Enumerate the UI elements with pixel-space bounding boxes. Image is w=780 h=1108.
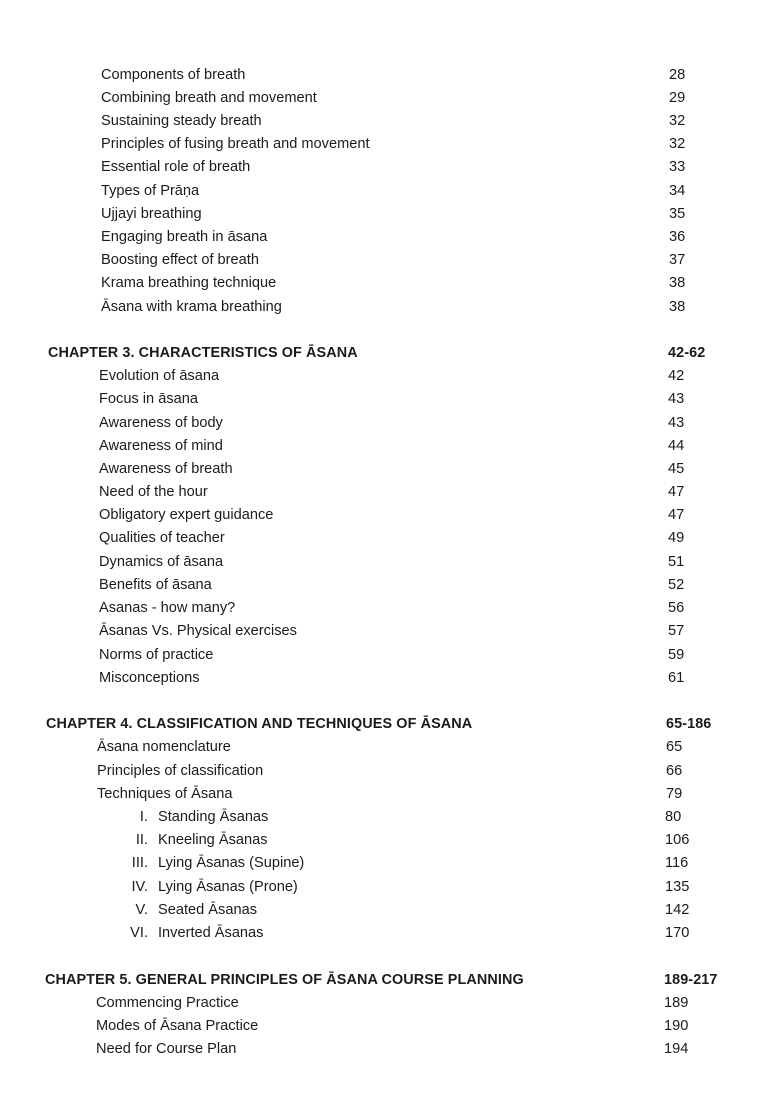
toc-entry [97,760,737,782]
chapter-pages: 189-217 [664,972,718,988]
toc-subentry-title: Inverted Āsanas [158,925,264,941]
toc-entry-title: Āsana with krama breathing [101,299,282,315]
toc-entry-title: Qualities of teacher [99,530,225,546]
toc-entry [99,435,739,457]
toc-entry-page: 28 [669,67,686,83]
toc-subentry [110,899,750,921]
toc-entry [99,388,739,410]
toc-entry-title: Norms of practice [99,647,214,663]
toc-entry-title: Misconceptions [99,670,200,686]
toc-entry [101,226,741,248]
toc-entry-page: 35 [669,206,686,222]
toc-entry-title: Need of the hour [99,484,208,500]
toc-entry-page: 45 [668,461,685,477]
toc-subentry-page: 142 [665,902,690,918]
toc-subentry-page: 106 [665,832,690,848]
toc-entry [96,992,736,1014]
toc-entry-page: 44 [668,438,685,454]
toc-entry-title: Principles of classification [97,763,264,779]
toc-subentry-numeral: V. [135,902,148,918]
toc-entry [97,736,737,758]
toc-entry-page: 29 [669,90,686,106]
toc-entry-page: 52 [668,577,685,593]
chapter-pages: 65-186 [666,716,712,732]
chapter-pages: 42-62 [668,345,706,361]
toc-subentry-title: Kneeling Āsanas [158,832,268,848]
toc-entry [97,783,737,805]
toc-entry-page: 38 [669,275,686,291]
toc-entry-title: Asanas - how many? [99,600,236,616]
toc-entry [99,620,739,642]
toc-entry-page: 65 [666,739,683,755]
toc-entry-page: 33 [669,159,686,175]
toc-subentry-title: Lying Āsanas (Prone) [158,879,298,895]
toc-entry-title: Sustaining steady breath [101,113,262,129]
chapter-heading [48,342,738,364]
toc-entry-title: Types of Prāṇa [101,183,200,199]
toc-entry-page: 36 [669,229,686,245]
toc-subentry-title: Seated Āsanas [158,902,257,918]
toc-entry-page: 38 [669,299,686,315]
toc-entry-title: Āsana nomenclature [97,739,231,755]
toc-entry-page: 79 [666,786,683,802]
toc-entry [99,365,739,387]
toc-entry-title: Awareness of body [99,415,223,431]
toc-subentry-page: 116 [665,855,689,871]
toc-entry-title: Combining breath and movement [101,90,317,106]
toc-entry-title: Focus in āsana [99,391,198,407]
toc-subentry [110,852,750,874]
toc-entry-title: Principles of fusing breath and movement [101,136,370,152]
toc-entry [99,412,739,434]
toc-entry [99,504,739,526]
toc-entry-title: Āsanas Vs. Physical exercises [99,623,297,639]
chapter-title: CHAPTER 5. GENERAL PRINCIPLES OF ĀSANA COURSE PLANNING [45,972,524,988]
toc-entry-page: 37 [669,252,686,268]
toc-subentry [110,829,750,851]
toc-entry [101,110,741,132]
toc-subentry-title: Standing Āsanas [158,809,269,825]
toc-subentry-numeral: IV. [131,879,148,895]
toc-subentry-numeral: VI. [130,925,148,941]
toc-entry-page: 34 [669,183,686,199]
toc-entry-title: Engaging breath in āsana [101,229,268,245]
toc-entry-page: 57 [668,623,685,639]
toc-subentry-numeral: III. [131,855,148,871]
toc-entry-title: Essential role of breath [101,159,251,175]
toc-subentry-page: 80 [665,809,682,825]
toc-entry-page: 49 [668,530,685,546]
toc-entry [101,156,741,178]
toc-entry [99,574,739,596]
toc-entry [101,272,741,294]
toc-entry-page: 32 [669,113,686,129]
toc-entry [99,551,739,573]
toc-entry-title: Benefits of āsana [99,577,212,593]
toc-entry-page: 42 [668,368,685,384]
toc-entry-title: Ujjayi breathing [101,206,202,222]
toc-subentry-numeral: II. [135,832,148,848]
toc-entry-title: Need for Course Plan [96,1041,237,1057]
toc-entry-title: Components of breath [101,67,246,83]
toc-entry-page: 56 [668,600,685,616]
toc-entry [99,481,739,503]
toc-entry [96,1038,736,1060]
toc-entry-page: 51 [668,554,685,570]
toc-subentry [110,806,750,828]
toc-entry-title: Evolution of āsana [99,368,220,384]
toc-entry-title: Obligatory expert guidance [99,507,274,523]
toc-entry-title: Commencing Practice [96,995,239,1011]
toc-subentry [110,922,750,944]
toc-entry-page: 66 [666,763,683,779]
toc-entry [101,87,741,109]
toc-entry-title: Awareness of breath [99,461,233,477]
toc-entry-page: 189 [664,995,689,1011]
toc-entry [101,296,741,318]
toc-entry-page: 59 [668,647,685,663]
toc-entry-page: 32 [669,136,686,152]
toc-entry-title: Boosting effect of breath [101,252,259,268]
toc-entry-page: 61 [668,670,685,686]
toc-entry [99,597,739,619]
toc-entry [99,527,739,549]
toc-entry-page: 43 [668,391,685,407]
toc-entry-page: 47 [668,484,685,500]
toc-entry [99,458,739,480]
toc-entry-page: 190 [664,1018,689,1034]
toc-subentry-numeral: I. [139,809,148,825]
toc-entry [101,180,741,202]
chapter-heading [45,969,735,991]
toc-entry-title: Dynamics of āsana [99,554,224,570]
toc-subentry-title: Lying Āsanas (Supine) [158,855,305,871]
toc-entry [99,644,739,666]
toc-entry-title: Krama breathing technique [101,275,277,291]
toc-entry-title: Awareness of mind [99,438,223,454]
toc-entry [101,133,741,155]
toc-entry-page: 47 [668,507,685,523]
toc-entry [101,64,741,86]
chapter-heading [46,713,736,735]
toc-subentry-page: 135 [665,879,690,895]
toc-entry-page: 43 [668,415,685,431]
toc-entry [96,1015,736,1037]
toc-entry [101,249,741,271]
chapter-title: CHAPTER 4. CLASSIFICATION AND TECHNIQUES OF ĀSANA [46,716,473,732]
toc-entry-page: 194 [664,1041,689,1057]
chapter-title: CHAPTER 3. CHARACTERISTICS OF ĀSANA [48,345,358,361]
toc-entry [99,667,739,689]
toc-subentry [110,876,750,898]
toc-subentry-page: 170 [665,925,690,941]
toc-entry [101,203,741,225]
toc-entry-title: Modes of Āsana Practice [96,1018,259,1034]
toc-entry-title: Techniques of Āsana [97,786,233,802]
